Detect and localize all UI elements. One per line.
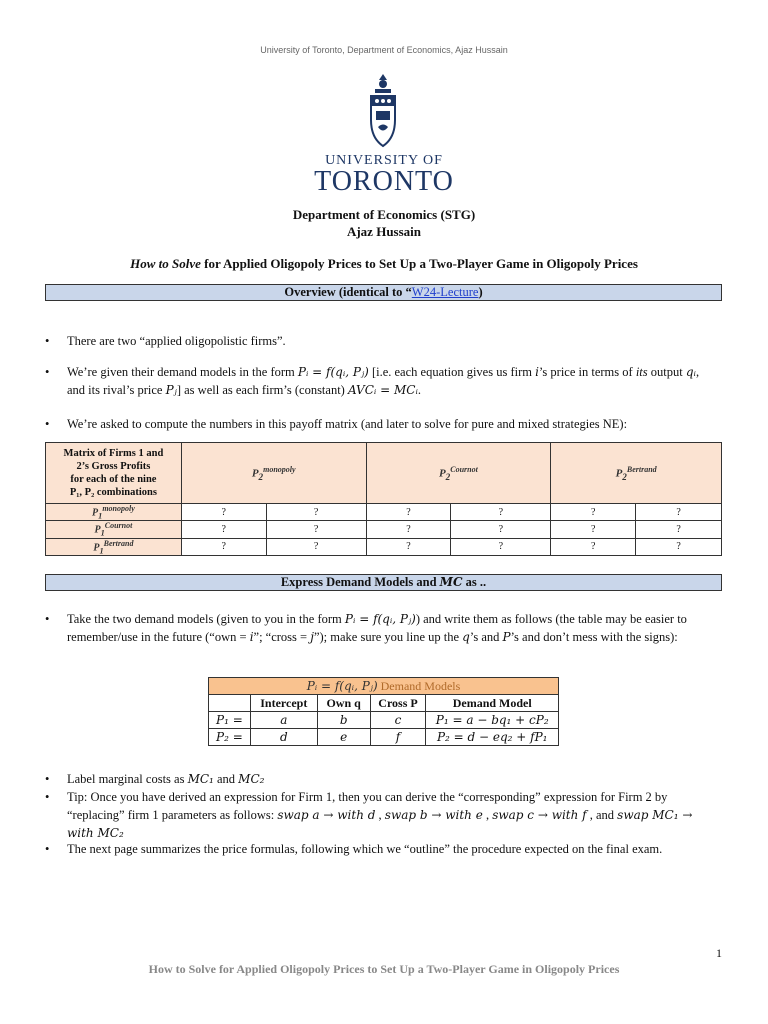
demand-caption-row (209, 678, 559, 695)
payoff-header-row (46, 443, 722, 504)
payoff-row-bertrand (46, 538, 722, 555)
bullet-text: Take the two demand models (given to you in the form Pᵢ = f(qᵢ, Pⱼ)) and write them as follows (the table may be easier to remember/use in the future (“own = i”; “cross = j”); make sure you line up the q’s and P’s and don’t mess with the signs): (67, 612, 687, 644)
demand-cell: f (370, 729, 426, 746)
overview-section-bar (45, 284, 722, 301)
demand-row-firm2 (209, 729, 559, 746)
payoff-cell: ? (636, 521, 722, 538)
payoff-row-monopoly (46, 504, 722, 521)
col-header-p2-monopoly: $P_2^{monopoly}$ (181, 443, 366, 504)
payoff-cell: ? (636, 538, 722, 555)
author-line: Ajaz Hussain (346, 224, 422, 239)
row-header-p1-cournot: $P_1^{Cournot}$ (46, 521, 182, 538)
payoff-cell: ? (366, 538, 451, 555)
demand-row-firm1 (209, 712, 559, 729)
payoff-cell: ? (451, 538, 551, 555)
running-footer: How to Solve for Applied Oligopoly Prices to Set Up a Two-Player Game in Oligopoly Prices (148, 962, 620, 976)
bullet-icon: • (45, 790, 50, 804)
payoff-cell: ? (181, 538, 266, 555)
bullet-icon: • (45, 334, 50, 348)
bullet-icon: • (45, 365, 50, 379)
demand-header-cell: Intercept (250, 695, 317, 712)
row-header-p1-bertrand: $P_1^{Bertrand}$ (46, 538, 182, 555)
demand-cell: a (250, 712, 317, 729)
payoff-cell: ? (451, 521, 551, 538)
demand-header-row (209, 695, 559, 712)
payoff-cell: ? (551, 521, 636, 538)
col-header-p2-cournot: $P_2^{Cournot}$ (366, 443, 551, 504)
payoff-cell: ? (366, 521, 451, 538)
w24-lecture-link[interactable]: W24-Lecture (411, 285, 479, 299)
title-italic: How to Solve (130, 256, 201, 271)
demand-header-cell: Demand Model (426, 695, 559, 712)
bullet-icon: • (45, 842, 50, 856)
bullet-text: Tip: Once you have derived an expression for Firm 1, then you can derive the “corresponding” expression for Firm 2 by “replacing” firm 1 parameters as follows: swap a → with d , swap b → with e , swap c → with f , and swap MC₁ → with MC₂ (67, 790, 693, 840)
demand-cell: b (317, 712, 370, 729)
university-crest-icon (368, 72, 398, 148)
demand-cell: d (250, 729, 317, 746)
demand-cell: P₁ = (209, 712, 251, 729)
overview-prefix: Overview (identical to “ (284, 285, 412, 299)
col-header-p2-bertrand: $P_2^{Bertrand}$ (551, 443, 722, 504)
demand-header-cell: Own q (317, 695, 370, 712)
payoff-cell: ? (266, 504, 366, 521)
payoff-cell: ? (181, 504, 266, 521)
demand-models-table (208, 677, 559, 746)
overview-suffix: ) (478, 285, 483, 299)
payoff-cell: ? (181, 521, 266, 538)
logo-toronto: TORONTO (314, 166, 454, 197)
demand-cell: P₂ = (209, 729, 251, 746)
demand-cell: e (317, 729, 370, 746)
payoff-cell: ? (266, 521, 366, 538)
bullet-text: The next page summarizes the price formulas, following which we “outline” the procedure expected on the final exam. (67, 842, 663, 856)
express-demand-section-bar: Express Demand Models and MC as .. (45, 574, 722, 591)
payoff-cell: ? (366, 504, 451, 521)
bullet-text: There are two “applied oligopolistic firms”. (67, 334, 286, 348)
document-title (0, 256, 768, 272)
payoff-cell: ? (636, 504, 722, 521)
row-header-p1-monopoly: $P_1^{monopoly}$ (46, 504, 182, 521)
bullet-icon: • (45, 772, 50, 786)
bullet-text: We’re asked to compute the numbers in this payoff matrix (and later to solve for pure and mixed strategies NE): (67, 417, 628, 431)
payoff-cell: ? (551, 538, 636, 555)
page-number: 1 (716, 946, 722, 960)
payoff-cell: ? (551, 504, 636, 521)
bullet-text: Label marginal costs as MC₁ and MC₂ (67, 772, 265, 786)
bullet-icon: • (45, 612, 50, 626)
title-rest: for Applied Oligopoly Prices to Set Up a Two-Player Game in Oligopoly Prices (200, 256, 638, 271)
department-line: Department of Economics (STG) (292, 207, 476, 222)
payoff-corner-cell: Matrix of Firms 1 and 2’s Gross Profits for each of the nine P₁, P₂ combinations (46, 443, 182, 504)
bullet-text: We’re given their demand models in the form Pᵢ = f(qᵢ, Pⱼ) [i.e. each equation gives us firm i’s price in terms of its output qᵢ, and its rival’s price Pⱼ] as well as each firm’s (constant) AVCᵢ = MCᵢ. (67, 365, 700, 397)
demand-cell: c (370, 712, 426, 729)
running-header: University of Toronto, Department of Economics, Ajaz Hussain (260, 45, 508, 55)
demand-cell: P₁ = a − bq₁ + cP₂ (426, 712, 559, 729)
demand-header-cell (209, 695, 251, 712)
demand-caption: Pᵢ = f(qᵢ, Pⱼ) Demand Models (209, 678, 559, 695)
payoff-cell: ? (266, 538, 366, 555)
payoff-matrix-table (45, 442, 722, 556)
logo-university-of: UNIVERSITY OF (325, 153, 443, 168)
demand-header-cell: Cross P (370, 695, 426, 712)
payoff-cell: ? (451, 504, 551, 521)
demand-cell: P₂ = d − eq₂ + fP₁ (426, 729, 559, 746)
bullet-icon: • (45, 417, 50, 431)
payoff-row-cournot (46, 521, 722, 538)
